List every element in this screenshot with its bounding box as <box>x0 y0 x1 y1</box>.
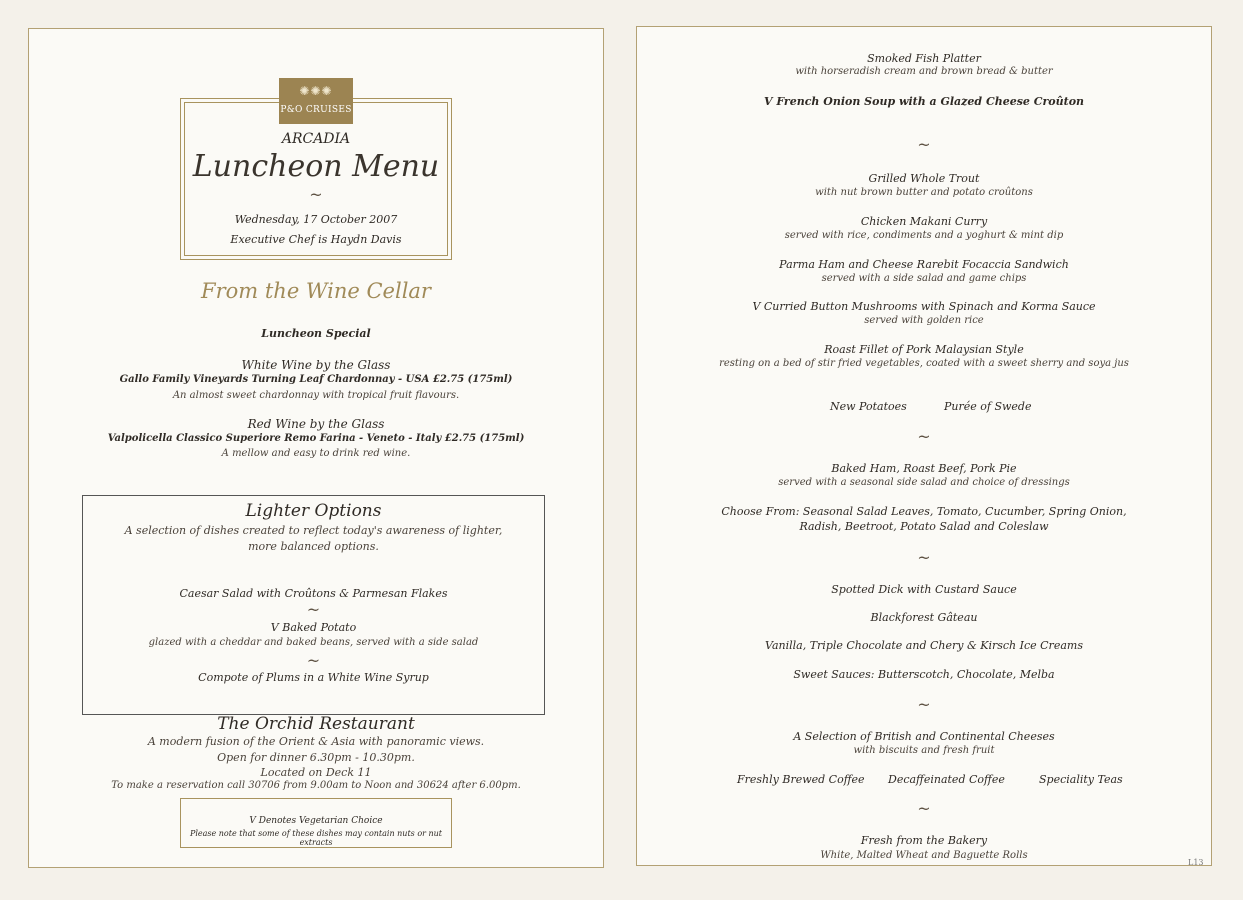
chef-credit: Executive Chef is Haydn Davis <box>230 233 402 246</box>
cheeses: A Selection of British and Continental Cheeses <box>793 730 1055 743</box>
onion-soup: V French Onion Soup with a Glazed Cheese Croûton <box>763 95 1085 108</box>
menu-title: Luncheon Menu <box>192 149 440 184</box>
baked-potato: V Baked Potato <box>270 621 357 634</box>
swirl-ornament: ~ <box>917 427 931 446</box>
caesar-salad: Caesar Salad with Croûtons & Parmesan Flakes <box>179 587 448 600</box>
parma-sandwich: Parma Ham and Cheese Rarebit Focaccia Sandwich <box>779 258 1069 271</box>
spotted-dick: Spotted Dick with Custard Sauce <box>831 583 1017 596</box>
blackforest-gateau: Blackforest Gâteau <box>870 611 978 624</box>
orchid-line-2: Open for dinner 6.30pm - 10.30pm. <box>217 751 415 764</box>
luncheon-special: Luncheon Special <box>261 327 371 340</box>
page-code: L13 <box>1188 858 1204 867</box>
po-cruises-logo <box>279 78 353 124</box>
red-wine: Valpolicella Classico Superiore Remo Farina - Veneto - Italy £2.75 (175ml) <box>107 433 525 444</box>
smoked-fish-desc: with horseradish cream and brown bread & butter <box>795 66 1053 77</box>
parma-desc: served with a side salad and game chips <box>821 273 1027 284</box>
nuts-note: Please note that some of these dishes may contain nuts or nut extracts <box>189 829 443 847</box>
veg-note: V Denotes Vegetarian Choice <box>249 816 383 826</box>
lighter-options-box <box>82 495 545 715</box>
logo-text: P&O CRUISES <box>280 105 352 115</box>
orchid-reservation: To make a reservation call 30706 from 9.00am to Noon and 30624 after 6.00pm. <box>111 780 521 791</box>
salad-choice-2: Radish, Beetroot, Potato Salad and Coleslaw <box>799 520 1049 533</box>
pork-fillet: Roast Fillet of Pork Malaysian Style <box>824 343 1024 356</box>
menu-date: Wednesday, 17 October 2007 <box>234 213 398 226</box>
brewed-coffee: Freshly Brewed Coffee <box>737 773 865 786</box>
cold-meats-desc: served with a seasonal side salad and choice of dressings <box>778 477 1070 488</box>
puree-swede: Purée of Swede <box>944 400 1032 413</box>
smoked-fish: Smoked Fish Platter <box>867 52 981 65</box>
white-wine-heading: White Wine by the Glass <box>241 358 391 372</box>
red-wine-note: A mellow and easy to drink red wine. <box>221 448 411 459</box>
swirl-ornament: ~ <box>917 799 931 818</box>
pork-desc: resting on a bed of stir fried vegetables, coated with a sweet sherry and soya jus <box>719 358 1129 369</box>
right-page <box>636 26 1212 866</box>
curry: Chicken Makani Curry <box>860 215 988 228</box>
salad-choice-1: Choose From: Seasonal Salad Leaves, Tomato, Cucumber, Spring Onion, <box>721 505 1127 518</box>
orchid-line-3: Located on Deck 11 <box>260 766 372 779</box>
swirl-ornament: ~ <box>917 695 931 714</box>
notes-box <box>180 798 452 848</box>
trout: Grilled Whole Trout <box>868 172 980 185</box>
new-potatoes: New Potatoes <box>830 400 907 413</box>
left-page <box>28 28 604 868</box>
compote-plums: Compote of Plums in a White Wine Syrup <box>198 671 429 684</box>
white-wine-note: An almost sweet chardonnay with tropical fruit flavours. <box>172 390 460 401</box>
sunburst-icon: ✺✺✺ <box>299 84 333 98</box>
wine-cellar-title: From the Wine Cellar <box>201 279 431 303</box>
swirl-ornament: ~ <box>306 651 321 670</box>
mushrooms-desc: served with golden rice <box>864 315 984 326</box>
orchid-title: The Orchid Restaurant <box>217 714 415 734</box>
orchid-line-1: A modern fusion of the Orient & Asia with panoramic views. <box>147 735 485 748</box>
bakery: Fresh from the Bakery <box>860 834 988 847</box>
swirl-ornament: ~ <box>917 135 931 154</box>
lighter-options-desc-2: more balanced options. <box>248 540 379 553</box>
swirl-ornament: ~ <box>917 548 931 567</box>
white-wine: Gallo Family Vineyards Turning Leaf Chardonnay - USA £2.75 (175ml) <box>119 374 513 385</box>
speciality-teas: Speciality Teas <box>1039 773 1123 786</box>
lighter-options-desc-1: A selection of dishes created to reflect today's awareness of lighter, <box>124 524 503 537</box>
ice-creams: Vanilla, Triple Chocolate and Chery & Kirsch Ice Creams <box>765 639 1083 652</box>
trout-desc: with nut brown butter and potato croûtons <box>815 187 1033 198</box>
baked-potato-desc: glazed with a cheddar and baked beans, served with a side salad <box>148 637 479 648</box>
lighter-options-title: Lighter Options <box>245 501 382 521</box>
swirl-ornament: ~ <box>306 600 321 619</box>
mushrooms: V Curried Button Mushrooms with Spinach and Korma Sauce <box>752 300 1096 313</box>
sweet-sauces: Sweet Sauces: Butterscotch, Chocolate, Melba <box>793 668 1055 681</box>
curry-desc: served with rice, condiments and a yoghurt & mint dip <box>784 230 1064 241</box>
bakery-desc: White, Malted Wheat and Baguette Rolls <box>820 850 1028 861</box>
decaf-coffee: Decaffeinated Coffee <box>888 773 1005 786</box>
ship-name: ARCADIA <box>281 131 351 147</box>
cheeses-desc: with biscuits and fresh fruit <box>853 745 995 756</box>
header-box <box>180 84 452 260</box>
cold-meats: Baked Ham, Roast Beef, Pork Pie <box>831 462 1017 475</box>
red-wine-heading: Red Wine by the Glass <box>247 417 385 431</box>
swirl-ornament: ~ <box>309 185 323 204</box>
